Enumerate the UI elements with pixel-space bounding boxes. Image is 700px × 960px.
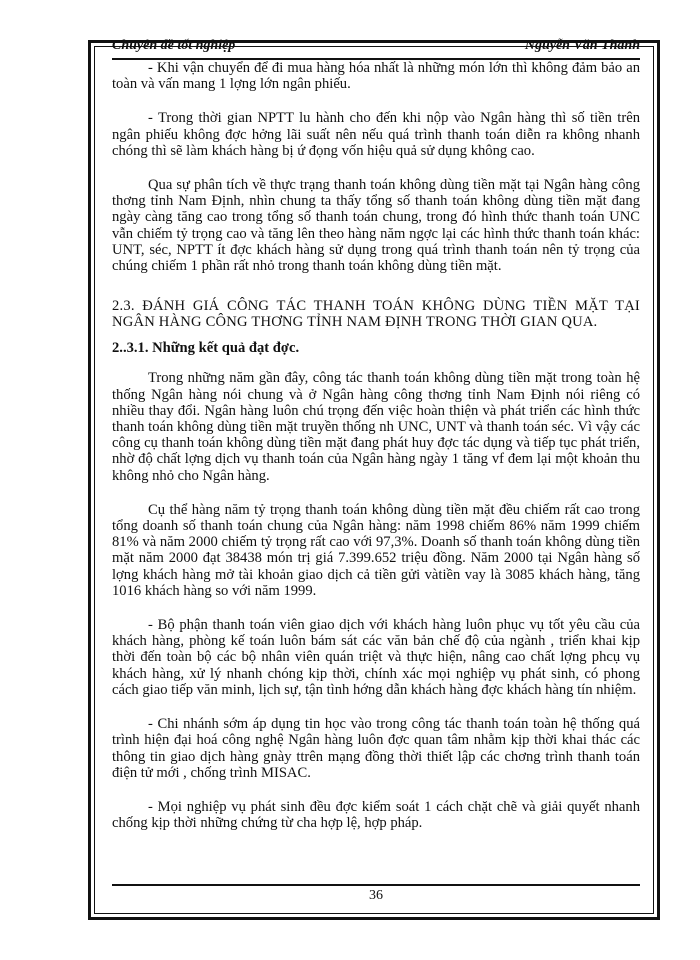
paragraph-bullet-1: - Khi vận chuyển để đi mua hàng hóa nhất là những món lớn thì không đảm bảo an toàn và vấn mang 1 lợng lớn ngân phiếu.: [112, 60, 640, 93]
header-author: Nguyễn Văn Thanh: [524, 38, 640, 53]
paragraph-bullet-2: - Trong thời gian NPTT lu hành cho đến khi nộp vào Ngân hàng thì số tiền trên ngân phiếu không đợc hởng lãi suất nên nếu quá trình thanh toán diễn ra không nhanh chóng thì sẽ làm khách hàng bị ứ đọng vốn hiệu quả sử dụng không cao.: [112, 110, 640, 159]
paragraph-summary: Qua sự phân tích về thực trạng thanh toán không dùng tiền mặt tại Ngân hàng công thơng tỉnh Nam Định, nhìn chung ta thấy tổng số thanh toán không dùng tiền mặt đang ngày càng tăng cao trong tổng số thanh toán chung, trong đó hình thức thanh toán UNC vẫn chiếm tỷ trọng cao và tăng lên theo hàng năm ngợc lại các hình thức thanh toán khác: UNT, séc, NPTT ít đợc khách hàng sử dụng trong quá trình thanh toán nên tỷ trọng của chúng chiếm 1 phần rất nhỏ trong thanh toán không dùng tiền mặt.: [112, 177, 640, 275]
footer-divider: [112, 884, 640, 886]
page-content: [112, 60, 640, 831]
paragraph-results-figures: Cụ thể hàng năm tỷ trọng thanh toán không dùng tiền mặt đều chiếm rất cao trong tổng doanh số thanh toán chung của Ngân hàng: năm 1998 chiếm 86% năm 1999 chiếm 81% và năm 2000 chiếm tỷ trọng rất cao với 97,3%. Doanh số thanh toán không dùng tiền mặt năm 2000 đạt 38438 món trị giá 7.399.652 triệu đồng. Năm 2000 tại Ngân hàng số lợng khách hàng mở tài khoản giao dịch cả tiền gửi vàtiền vay là 3085 khách hàng, tăng 1016 khách hàng so với năm 1999.: [112, 501, 640, 599]
paragraph-bullet-5: - Mọi nghiệp vụ phát sinh đều đợc kiểm soát 1 cách chặt chẽ và giải quyết nhanh chống kịp thời những chứng từ cha hợp lệ, hợp pháp.: [112, 798, 640, 832]
header-title: Chuyên đề tốt nghiệp: [112, 38, 236, 53]
paragraph-bullet-3: - Bộ phận thanh toán viên giao dịch với khách hàng luôn phục vụ tốt yêu cầu của khách hàng, phòng kế toán luôn bám sát các văn bản chế độ của ngành , triển khai kịp thời đến toàn bộ các bộ nhân viên quán triệt và thực hiện, nâng cao chất lợng phcụ vụ khách hàng, xử lý nhanh chóng kịp thời, chính xác mọi nghiệp vụ phát sinh, có phong cách giao tiếp văn minh, lịch sự, tận tình hớng dẫn khách hàng đợc khách hàng tín nhiệm.: [112, 617, 640, 698]
paragraph-results-intro: Trong những năm gần đây, công tác thanh toán không dùng tiền mặt trong toàn hệ thống Ngân hàng nói chung và ở Ngân hàng công thơng tỉnh Nam Định nói riêng có nhiều thay đổi. Ngân hàng luôn chú trọng đến việc hoàn thiện và phát triển các hình thức thanh toán không dùng tiền mặt truyền thống nh UNC, UNT và thanh toán séc. Vì vậy các công cụ thanh toán không dùng tiền mặt đang phát huy đợc tác dụng và tiếp tục phát triển, nhờ độ chất lợng dịch vụ thanh toán của Ngân hàng ngày 1 tăng vf đem lại một khoản thu không nhỏ cho Ngân hàng.: [112, 370, 640, 484]
page-number: 36: [369, 888, 383, 903]
subsection-title: 2..3.1. Những kết quả đạt đợc.: [112, 340, 300, 357]
page-header: [112, 34, 640, 60]
section-title: 2.3. ĐÁNH GIÁ CÔNG TÁC THANH TOÁN KHÔNG DÙNG TIỀN MẶT TẠI NGÂN HÀNG CÔNG THƠNG TỈNH NAM ĐỊNH TRONG THỜI GIAN QUA.: [112, 298, 640, 331]
paragraph-bullet-4: - Chi nhánh sớm áp dụng tin học vào trong công tác thanh toán toàn hệ thống quá trình hiện đại hoá công nghệ Ngân hàng luôn đợc quan tâm nhằm kịp thời khai thác các thông tin giao dịch hàng gnày ttrên mạng đồng thời thiết lập các chơng trình thanh toán điện tử mới , chống trình MISAC.: [112, 716, 640, 781]
